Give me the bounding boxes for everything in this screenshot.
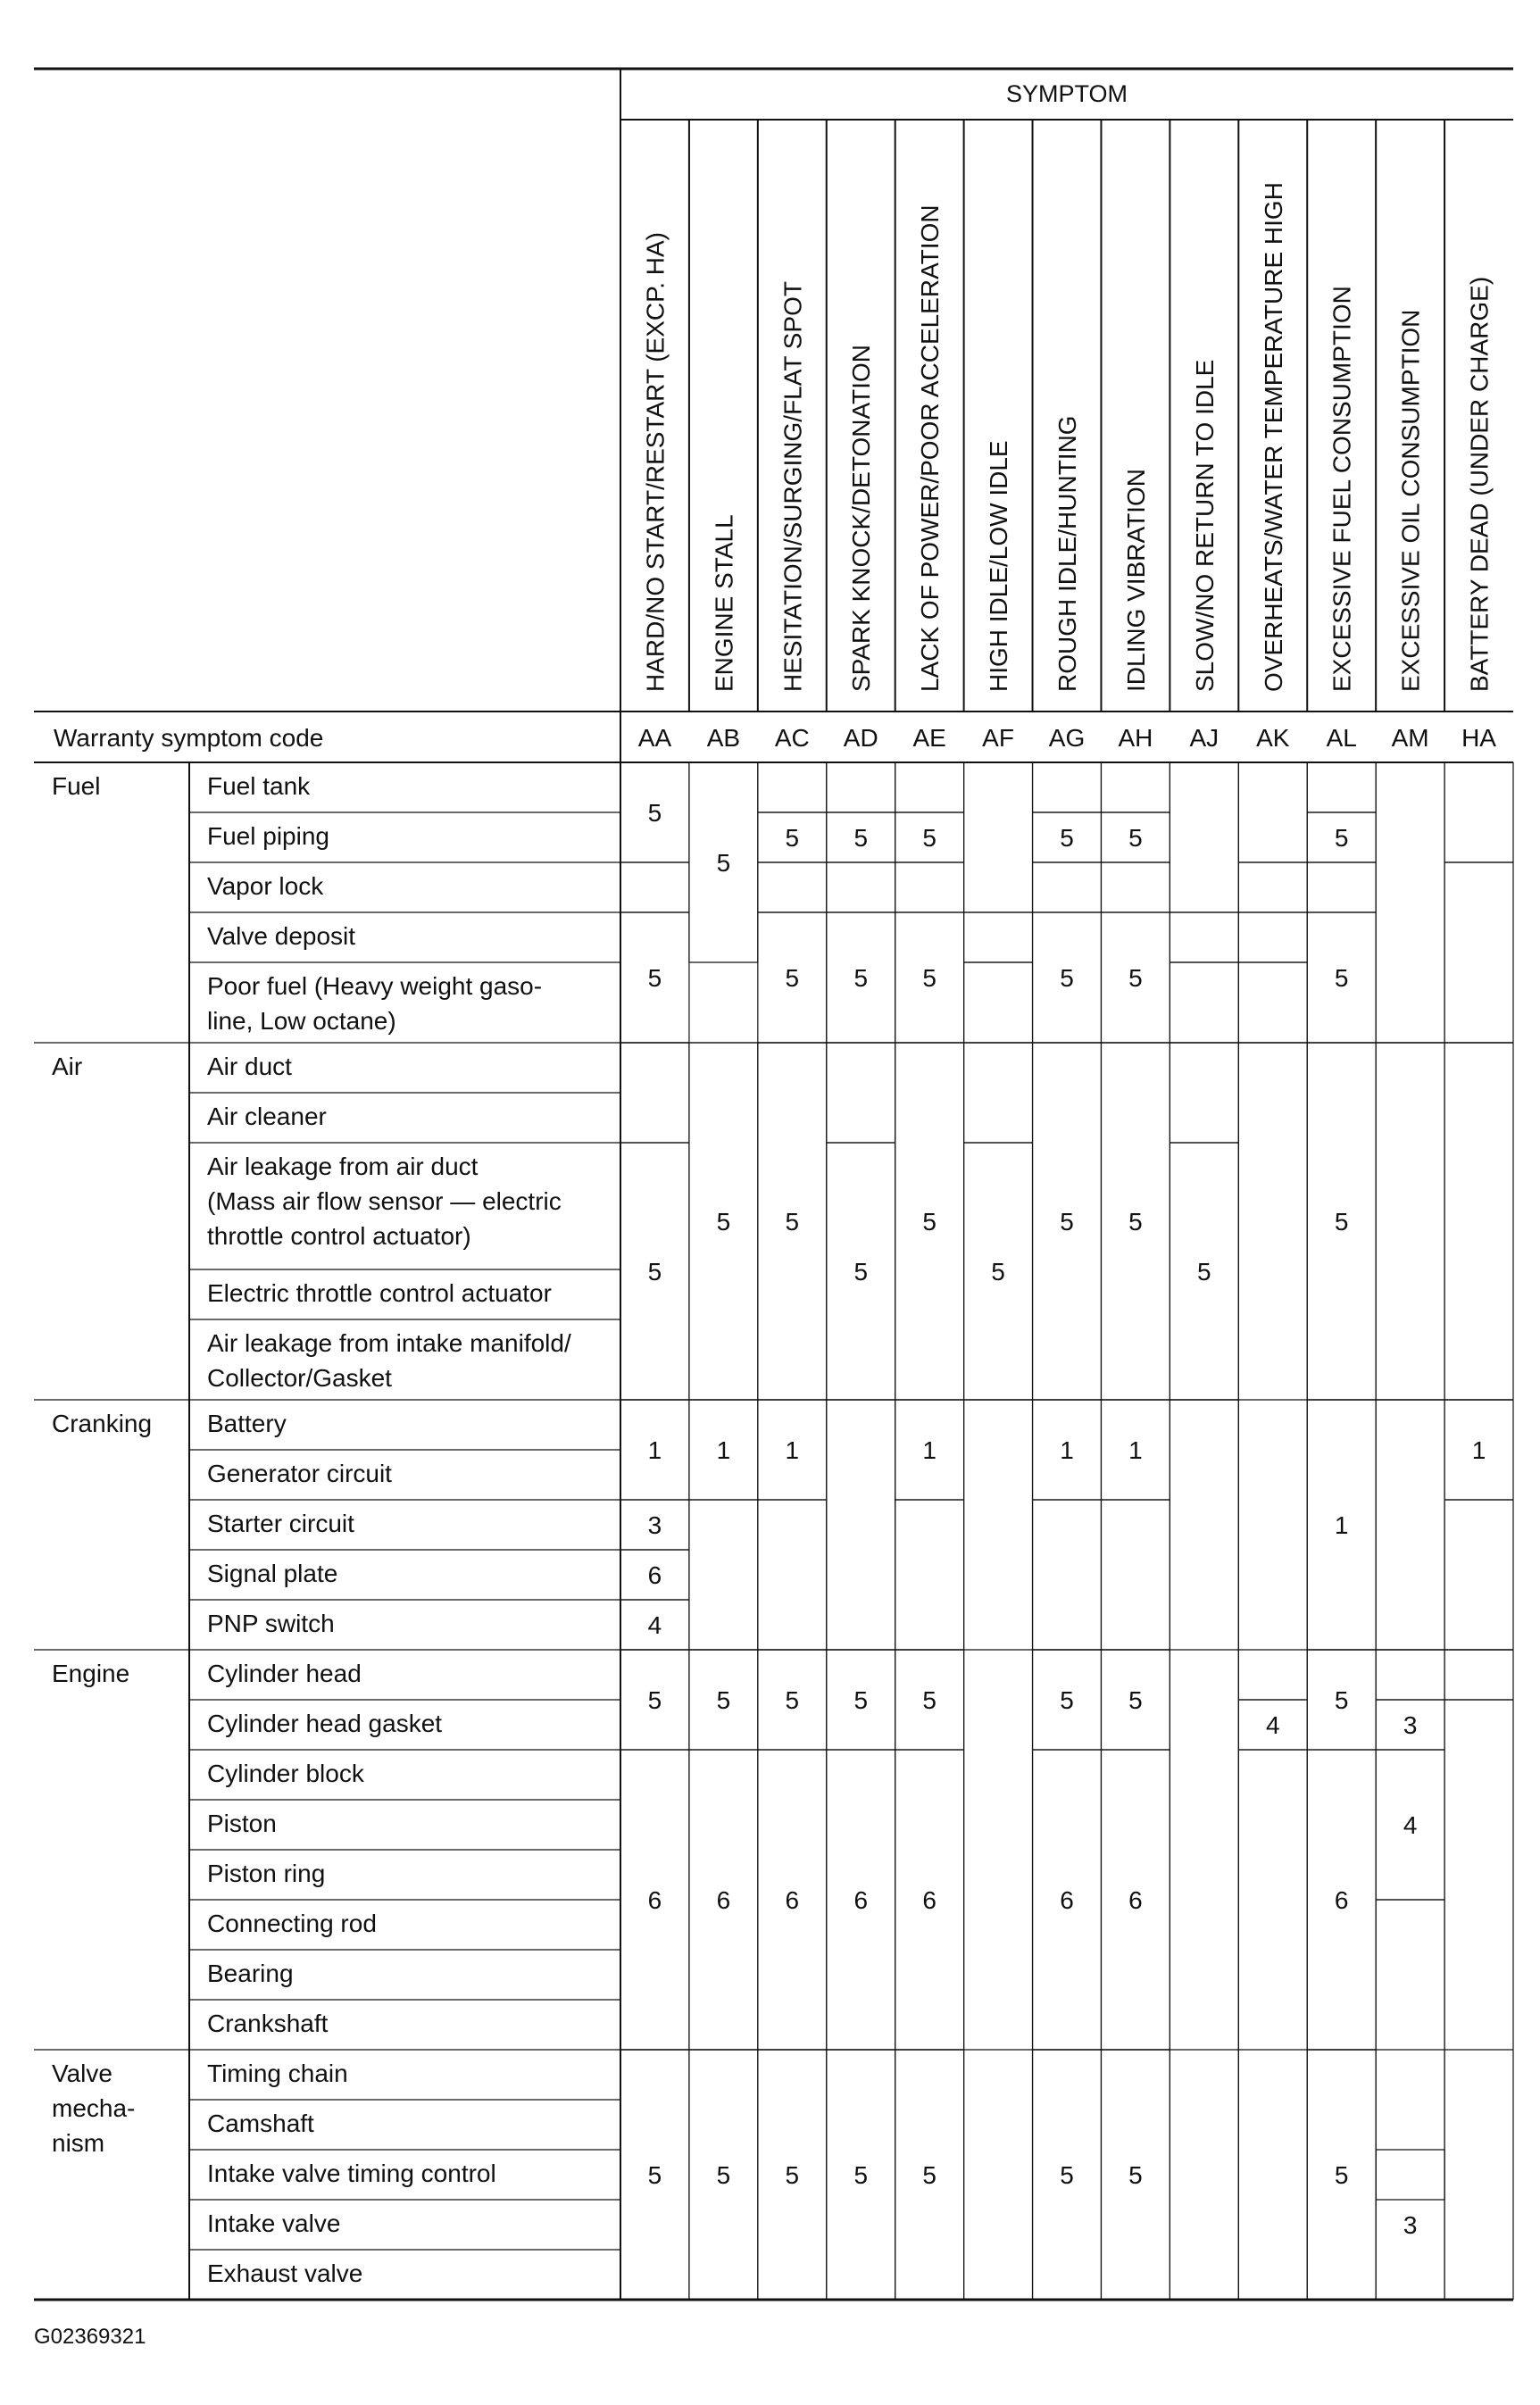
part-name: Crankshaft [207, 2010, 329, 2037]
part-name: Electric throttle control actuator [207, 1279, 552, 1307]
part-name: Air leakage from intake manifold/ [207, 1329, 571, 1357]
matrix-cell-value: 5 [1128, 964, 1143, 992]
matrix-cell-value: 1 [1334, 1511, 1349, 1539]
matrix-cell-value: 6 [1334, 1886, 1349, 1914]
matrix-cell-value: 1 [785, 1436, 800, 1464]
matrix-cell-value: 6 [785, 1886, 800, 1914]
warranty-code-label: Warranty symptom code [54, 724, 324, 752]
part-name: Bearing [207, 1960, 294, 1987]
matrix-cell-value: 5 [1060, 2161, 1074, 2189]
matrix-cell-value: 5 [922, 1208, 936, 1236]
symptom-code: AH [1118, 724, 1153, 752]
part-name: line, Low octane) [207, 1007, 396, 1035]
matrix-cell-value: 6 [853, 1886, 869, 1914]
symptom-column-header: SLOW/NO RETURN TO IDLE [1190, 359, 1219, 692]
part-name: Air cleaner [207, 1103, 327, 1130]
matrix-cell-value: 1 [1471, 1436, 1486, 1464]
matrix-cell-value: 5 [716, 1208, 731, 1236]
matrix-cell-value: 6 [716, 1886, 731, 1914]
symptom-code: AE [912, 724, 946, 752]
symptom-code: AM [1391, 724, 1429, 752]
matrix-cell-value: 5 [1197, 1258, 1211, 1286]
matrix-cell-value: 3 [1403, 2211, 1418, 2239]
symptom-column-header: OVERHEATS/WATER TEMPERATURE HIGH [1259, 182, 1287, 692]
group-name: nism [52, 2129, 105, 2157]
matrix-cell-value: 5 [1334, 2161, 1349, 2189]
part-name: Cylinder block [207, 1760, 364, 1787]
part-name: Signal plate [207, 1560, 338, 1587]
symptom-header-label: SYMPTOM [1005, 80, 1128, 107]
matrix-cell-value: 5 [853, 964, 869, 992]
part-name: throttle control actuator) [207, 1222, 471, 1250]
matrix-cell-value: 4 [647, 1611, 662, 1639]
matrix-cell-value: 6 [922, 1886, 936, 1914]
matrix-cell-value: 5 [1060, 1208, 1074, 1236]
matrix-cell-value: 5 [785, 824, 800, 852]
matrix-cell-value: 3 [647, 1511, 662, 1539]
symptom-column-header: HESITATION/SURGING/FLAT SPOT [778, 281, 807, 692]
matrix-cell-value: 3 [1403, 1711, 1418, 1739]
part-name: PNP switch [207, 1610, 335, 1637]
group-name: Valve [52, 2060, 112, 2087]
group-name: Engine [52, 1660, 130, 1687]
symptom-column-header: LACK OF POWER/POOR ACCELERATION [916, 204, 945, 692]
part-name: Vapor lock [207, 872, 324, 900]
matrix-cell-value: 5 [853, 1258, 869, 1286]
matrix-cell-value: 5 [647, 799, 662, 827]
matrix-cell-value: 5 [1334, 964, 1349, 992]
matrix-cell-value: 5 [991, 1258, 1005, 1286]
part-name: Battery [207, 1410, 287, 1437]
matrix-cell-value: 4 [1265, 1711, 1280, 1739]
part-name: Piston [207, 1810, 277, 1837]
symptom-code: AC [774, 724, 810, 752]
symptom-code: AD [843, 724, 878, 752]
matrix-cell-value: 5 [1334, 1208, 1349, 1236]
part-name: Valve deposit [207, 922, 356, 950]
part-name: Cylinder head gasket [207, 1710, 443, 1737]
symptom-column-header: ENGINE STALL [710, 514, 738, 692]
matrix-cell-value: 6 [647, 1561, 662, 1589]
matrix-cell-value: 5 [922, 1686, 936, 1714]
matrix-cell-value: 5 [1060, 1686, 1074, 1714]
symptom-column-header: EXCESSIVE FUEL CONSUMPTION [1328, 286, 1356, 692]
matrix-cell-value: 5 [785, 964, 800, 992]
symptom-code: AL [1326, 724, 1357, 752]
part-name: Collector/Gasket [207, 1364, 392, 1392]
part-name: Starter circuit [207, 1510, 354, 1537]
matrix-cell-value: 1 [1128, 1436, 1143, 1464]
symptom-code: AG [1048, 724, 1086, 752]
symptom-column-header: IDLING VIBRATION [1121, 469, 1150, 692]
matrix-cell-value: 5 [1128, 1208, 1143, 1236]
matrix-cell-value: 1 [922, 1436, 936, 1464]
matrix-cell-value: 5 [785, 1208, 800, 1236]
symptom-column-header: EXCESSIVE OIL CONSUMPTION [1396, 309, 1425, 692]
part-name: Fuel tank [207, 772, 311, 800]
matrix-cell-value: 5 [785, 1686, 800, 1714]
matrix-cell-value: 5 [1334, 824, 1349, 852]
part-name: Piston ring [207, 1860, 326, 1887]
part-name: Exhaust valve [207, 2259, 363, 2287]
matrix-cell-value: 5 [922, 2161, 936, 2189]
part-name: Air leakage from air duct [207, 1153, 479, 1180]
matrix-cell-value: 6 [1060, 1886, 1074, 1914]
group-name: Fuel [52, 772, 101, 800]
matrix-cell-value: 5 [1060, 964, 1074, 992]
part-name: Intake valve timing control [207, 2160, 496, 2187]
matrix-cell-value: 5 [853, 1686, 869, 1714]
matrix-cell-value: 5 [1334, 1686, 1349, 1714]
symptom-column-header: ROUGH IDLE/HUNTING [1053, 415, 1081, 692]
matrix-cell-value: 1 [1060, 1436, 1074, 1464]
matrix-cell-value: 5 [1128, 824, 1143, 852]
part-name: Connecting rod [207, 1910, 377, 1937]
symptom-column-header: BATTERY DEAD (UNDER CHARGE) [1465, 276, 1494, 692]
part-name: Cylinder head [207, 1660, 362, 1687]
symptom-code: AK [1256, 724, 1290, 752]
part-name: Generator circuit [207, 1460, 392, 1487]
group-name: Cranking [52, 1410, 153, 1437]
part-name: Timing chain [207, 2060, 348, 2087]
matrix-cell-value: 5 [647, 1258, 662, 1286]
group-name: Air [52, 1053, 83, 1080]
matrix-cell-value: 5 [853, 824, 869, 852]
part-name: Camshaft [207, 2110, 314, 2137]
table-text [34, 80, 1496, 2349]
symptom-column-header: HIGH IDLE/LOW IDLE [985, 440, 1013, 692]
matrix-cell-value: 5 [647, 964, 662, 992]
matrix-cell-value: 5 [716, 1686, 731, 1714]
matrix-cell-value: 1 [716, 1436, 731, 1464]
group-name: mecha- [52, 2094, 136, 2122]
matrix-cell-value: 5 [922, 824, 936, 852]
matrix-cell-value: 6 [647, 1886, 662, 1914]
matrix-cell-value: 5 [647, 1686, 662, 1714]
part-name: Fuel piping [207, 822, 329, 850]
matrix-cell-value: 5 [1128, 1686, 1143, 1714]
matrix-cell-value: 5 [716, 849, 731, 877]
symptom-code: AF [982, 724, 1014, 752]
matrix-cell-value: 5 [1060, 824, 1074, 852]
symptom-code: AA [637, 724, 672, 752]
part-name: Poor fuel (Heavy weight gaso- [207, 972, 543, 1000]
symptom-column-header: SPARK KNOCK/DETONATION [847, 345, 876, 692]
symptom-code: AJ [1189, 724, 1220, 752]
matrix-cell-value: 5 [922, 964, 936, 992]
symptom-column-header: HARD/NO START/RESTART (EXCP. HA) [641, 232, 670, 692]
matrix-cell-value: 4 [1403, 1811, 1418, 1839]
matrix-cell-value: 1 [647, 1436, 662, 1464]
symptom-code: AB [706, 724, 741, 752]
matrix-cell-value: 5 [1128, 2161, 1143, 2189]
matrix-cell-value: 6 [1128, 1886, 1143, 1914]
matrix-cell-value: 5 [647, 2161, 662, 2189]
part-name: (Mass air flow sensor — electric [207, 1187, 562, 1215]
matrix-cell-value: 5 [716, 2161, 731, 2189]
matrix-cell-value: 5 [785, 2161, 800, 2189]
symptom-code: HA [1461, 724, 1496, 752]
matrix-cell-value: 5 [853, 2161, 869, 2189]
part-name: Air duct [207, 1053, 292, 1080]
figure-id: G02369321 [34, 2325, 146, 2349]
part-name: Intake valve [207, 2209, 341, 2237]
